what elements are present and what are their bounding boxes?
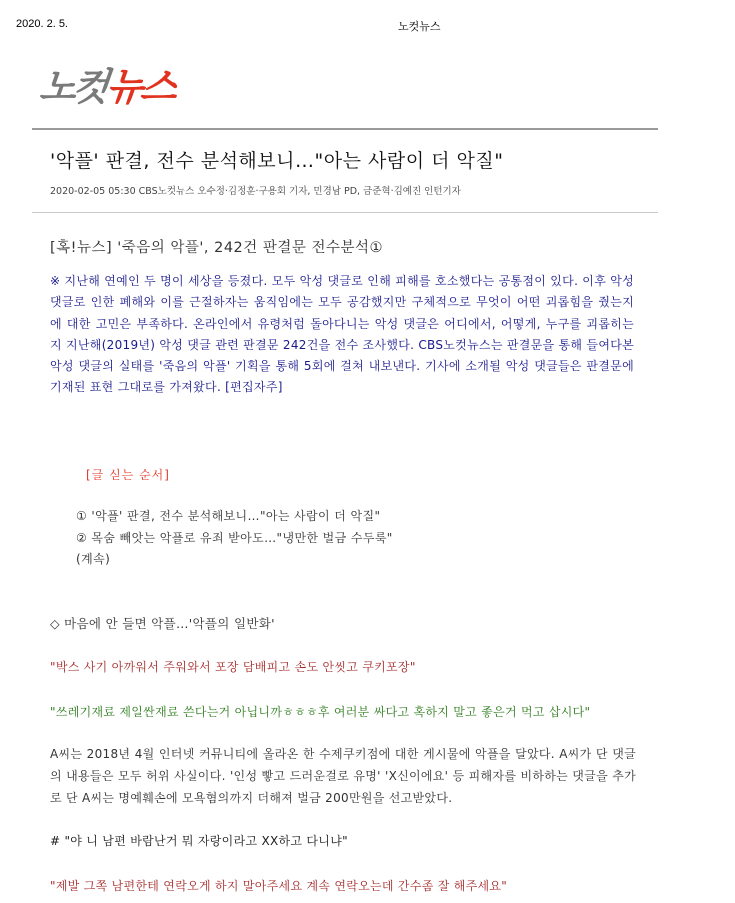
logo-text-part1: 노컷	[37, 65, 108, 109]
print-date: 2020. 2. 5.	[16, 18, 68, 30]
body-paragraph: A씨는 2018년 4월 인터넷 커뮤니티에 올라온 한 수제쿠키점에 대한 게시물에 악플을 달았다. A씨가 단 댓글의 내용들은 모두 허위 사실이다. '인성 빻고 드러운걸로 유명' 'X신이에요' 등 피해자를 비하하는 댓글을 추가로 단 A씨는 명예훼손에 모욕혐의까지 더해져 벌금 200만원을 선고받았다.	[50, 747, 636, 805]
print-header	[0, 18, 735, 34]
series-list	[76, 506, 393, 571]
header-divider	[32, 128, 658, 130]
series-heading: [글 싣는 순서]	[86, 468, 170, 482]
article-byline: 2020-02-05 05:30 CBS노컷뉴스 오수정·김정훈·구용회 기자, 민경남 PD, 금준혁·김예진 인턴기자	[50, 186, 461, 197]
print-site-name: 노컷뉴스	[398, 20, 441, 33]
site-logo[interactable]	[37, 56, 177, 109]
article-headline: '악플' 판결, 전수 분석해보니…"아는 사람이 더 악질"	[50, 150, 504, 172]
series-item-2: ② 목숨 빼앗는 악플로 유죄 받아도…"냉만한 벌금 수두룩"	[76, 530, 393, 545]
series-item-continued: (계속)	[76, 552, 111, 566]
editor-note: ※ 지난해 연예인 두 명이 세상을 등졌다. 모두 악성 댓글로 인해 피해를 호소했다는 공통점이 있다. 이후 악성 댓글로 인한 폐해와 이를 근절하자는 움직임에는 모두 공감했지만 구체적으로 무엇이 어떤 괴롭힘을 줬는지에 대한 고민은 부족하다. 온라인에서 유령처럼 돌아다니는 악성 댓글은 어디에서, 어떻게, 누구를 괴롭히는지 지난해(2019년) 악성 댓글 관련 판결문 242건을 전수 조사했다. CBS노컷뉴스는 판결문을 통해 들여다본 악성 댓글의 실태를 '죽음의 악플' 기획을 통해 5회에 걸쳐 내보낸다. 기사에 소개될 악성 댓글들은 판결문에 기재된 표현 그대로를 가져왔다. [편집자주]	[50, 274, 634, 395]
logo-text-part2: 뉴스	[104, 65, 177, 109]
series-item-1: ① '악플' 판결, 전수 분석해보니…"아는 사람이 더 악질"	[76, 509, 381, 523]
sub-heading: ◇ 마음에 안 들면 악플…'악플의 일반화'	[50, 616, 275, 631]
quote-comment-1: "박스 사기 아까워서 주워와서 포장 담배피고 손도 안씻고 쿠키포장"	[50, 660, 416, 674]
quote-comment-2: "쓰레기재료 제일싼재료 쓴다는거 아닙니까ㅎㅎㅎ후 여러분 싸다고 혹하지 말고 좋은거 먹고 삽시다"	[50, 705, 591, 719]
quote-comment-4: "제발 그쪽 남편한테 연락오게 하지 말아주세요 계속 연락오는데 간수좀 잘 해주세요"	[50, 879, 508, 893]
section-title: [혹!뉴스] '죽음의 악플', 242건 판결문 전수분석①	[50, 240, 384, 256]
byline-divider	[32, 212, 658, 213]
quote-comment-3: # "야 니 남편 바람난거 뭐 자랑이라고 XX하고 다니냐"	[50, 834, 348, 848]
